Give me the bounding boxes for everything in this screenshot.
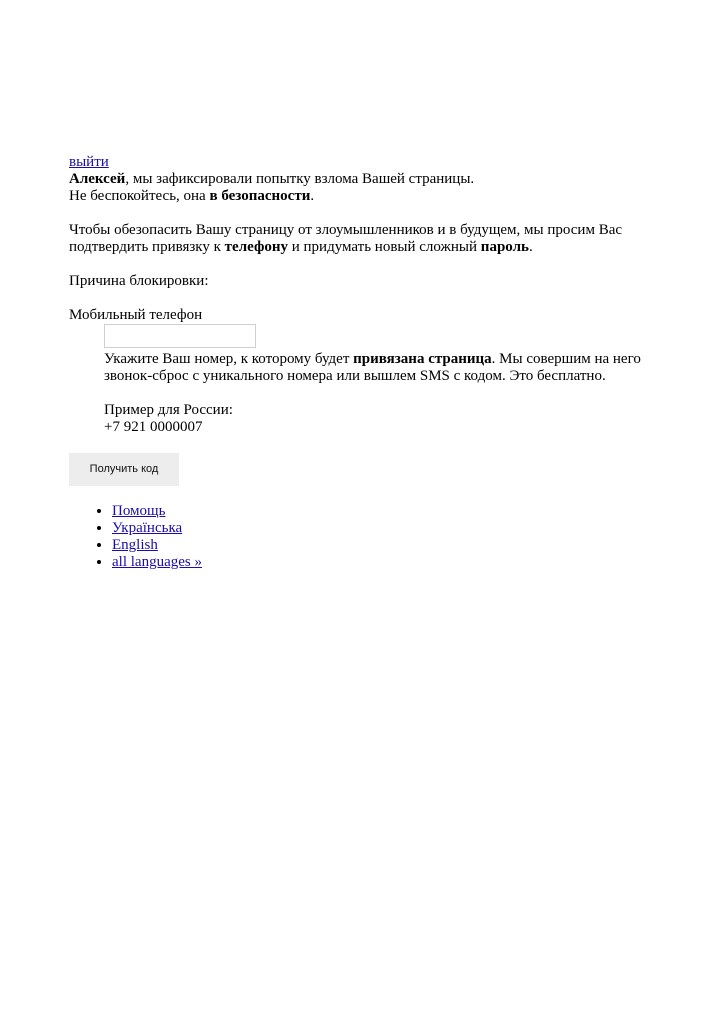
phone-hint: Укажите Ваш номер, к которому будет привязана страница. Мы совершим на него звонок-сброс с уникального номера или вышлем SMS с кодом. Это бесплатно. Пример для России: +7 921 0000007	[104, 351, 689, 436]
list-item	[112, 520, 689, 537]
all-languages-link[interactable]: all languages »	[112, 554, 202, 570]
help-link[interactable]: Помощь	[112, 503, 166, 519]
example-value: +7 921 0000007	[104, 419, 203, 435]
phone-input[interactable]	[104, 324, 256, 348]
list-item	[112, 537, 689, 554]
get-code-button[interactable]: Получить код	[69, 453, 179, 486]
block-reason-label: Причина блокировки:	[69, 273, 209, 289]
instructions-text: Чтобы обезопасить Вашу страницу от злоумышленников и в будущем, мы просим Вас подтвердить привязку к телефону и придумать новый сложный пароль.	[69, 222, 623, 255]
list-item	[112, 503, 689, 520]
user-name: Алексей	[69, 171, 126, 187]
alert-line-1: Алексей, мы зафиксировали попытку взлома Вашей страницы.	[69, 171, 475, 187]
example-label: Пример для России:	[104, 402, 233, 418]
alert-line-2: Не беспокойтесь, она в безопасности.	[69, 188, 315, 204]
logout-link[interactable]: выйти	[69, 154, 109, 170]
footer-links	[69, 503, 689, 571]
list-item	[112, 554, 689, 571]
english-link[interactable]: English	[112, 537, 158, 553]
phone-label: Мобильный телефон	[69, 307, 203, 323]
page-content	[69, 154, 689, 571]
ukrainian-link[interactable]: Українська	[112, 520, 183, 536]
